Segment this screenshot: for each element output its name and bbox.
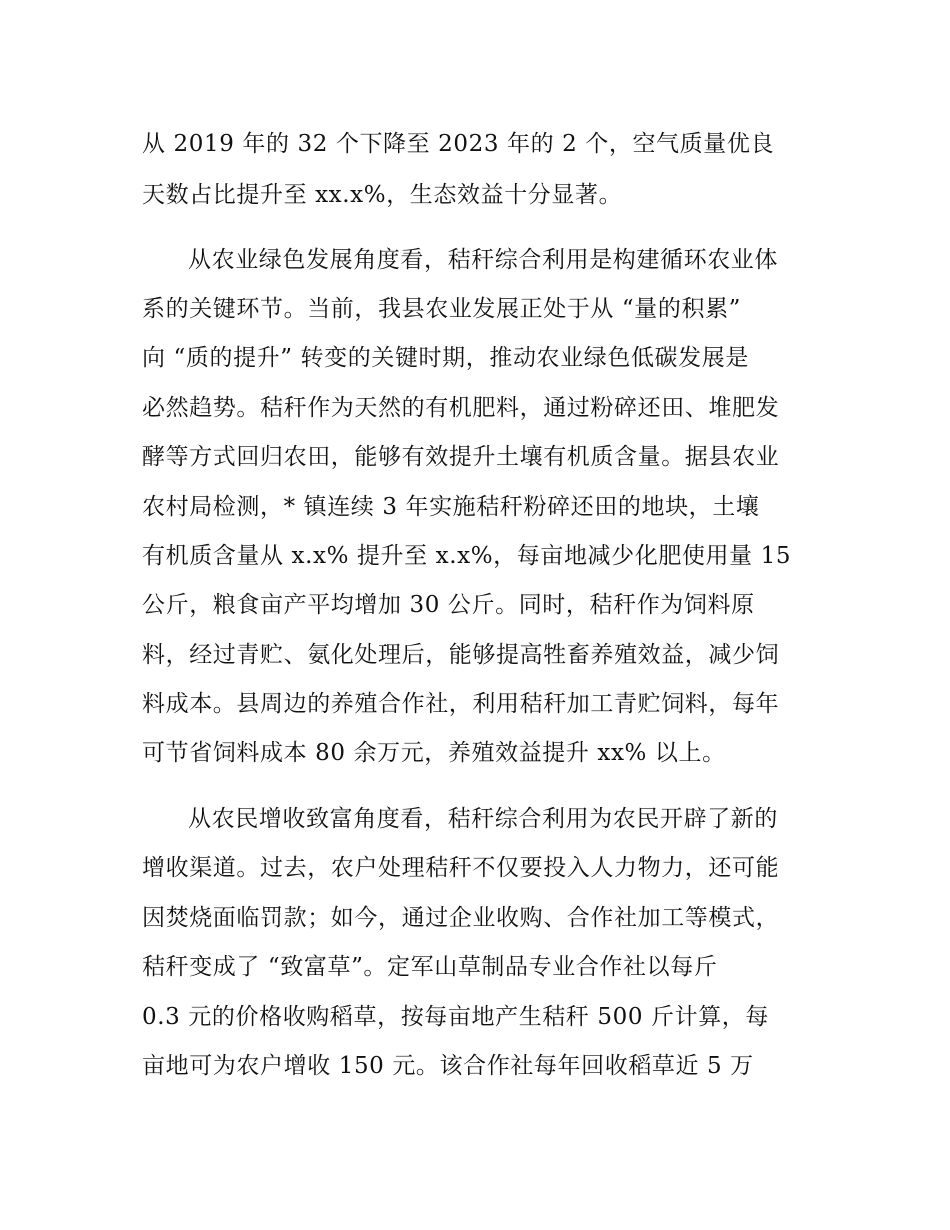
text-line: 料，经过青贮、氨化处理后，能够提高牲畜养殖效益，减少饲 xyxy=(142,642,780,668)
text-line: 增收渠道。过去，农户处理秸秆不仅要投入人力物力，还可能 xyxy=(142,855,780,881)
text-line: 从 2019 年的 32 个下降至 2023 年的 2 个，空气质量优良 xyxy=(142,131,775,157)
text-line: 因焚烧面临罚款；如今，通过企业收购、合作社加工等模式， xyxy=(142,905,780,931)
text-line: 可节省饲料成本 80 余万元，养殖效益提升 xx% 以上。 xyxy=(142,740,726,766)
paragraph-first-line: 从农民增收致富角度看，秸秆综合利用为农民开辟了新的 xyxy=(188,806,778,832)
text-line: 酵等方式回归农田，能够有效提升土壤有机质含量。据县农业 xyxy=(142,444,780,470)
text-line: 公斤，粮食亩产平均增加 30 公斤。同时，秸秆作为饲料原 xyxy=(142,592,755,618)
text-line: 天数占比提升至 xx.x%，生态效益十分显著。 xyxy=(142,182,623,208)
text-line: 秸秆变成了 “致富草”。定军山草制品专业合作社以每斤 xyxy=(142,954,718,980)
text-line: 农村局检测，* 镇连续 3 年实施秸秆粉碎还田的地块，土壤 xyxy=(142,494,760,520)
text-line: 系的关键环节。当前，我县农业发展正处于从 “量的积累” xyxy=(142,296,742,322)
text-line: 0.3 元的价格收购稻草，按每亩地产生秸秆 500 斤计算，每 xyxy=(142,1004,770,1030)
text-line: 必然趋势。秸秆作为天然的有机肥料，通过粉碎还田、堆肥发 xyxy=(142,395,780,421)
text-line: 料成本。县周边的养殖合作社，利用秸秆加工青贮饲料，每年 xyxy=(142,691,780,717)
paragraph-first-line: 从农业绿色发展角度看，秸秆综合利用是构建循环农业体 xyxy=(188,247,778,273)
text-line: 有机质含量从 x.x% 提升至 x.x%，每亩地减少化肥使用量 15 xyxy=(142,543,792,569)
text-line: 亩地可为农户增收 150 元。该合作社每年回收稻草近 5 万 xyxy=(142,1053,754,1079)
text-line: 向 “质的提升” 转变的关键时期，推动农业绿色低碳发展是 xyxy=(142,345,749,371)
